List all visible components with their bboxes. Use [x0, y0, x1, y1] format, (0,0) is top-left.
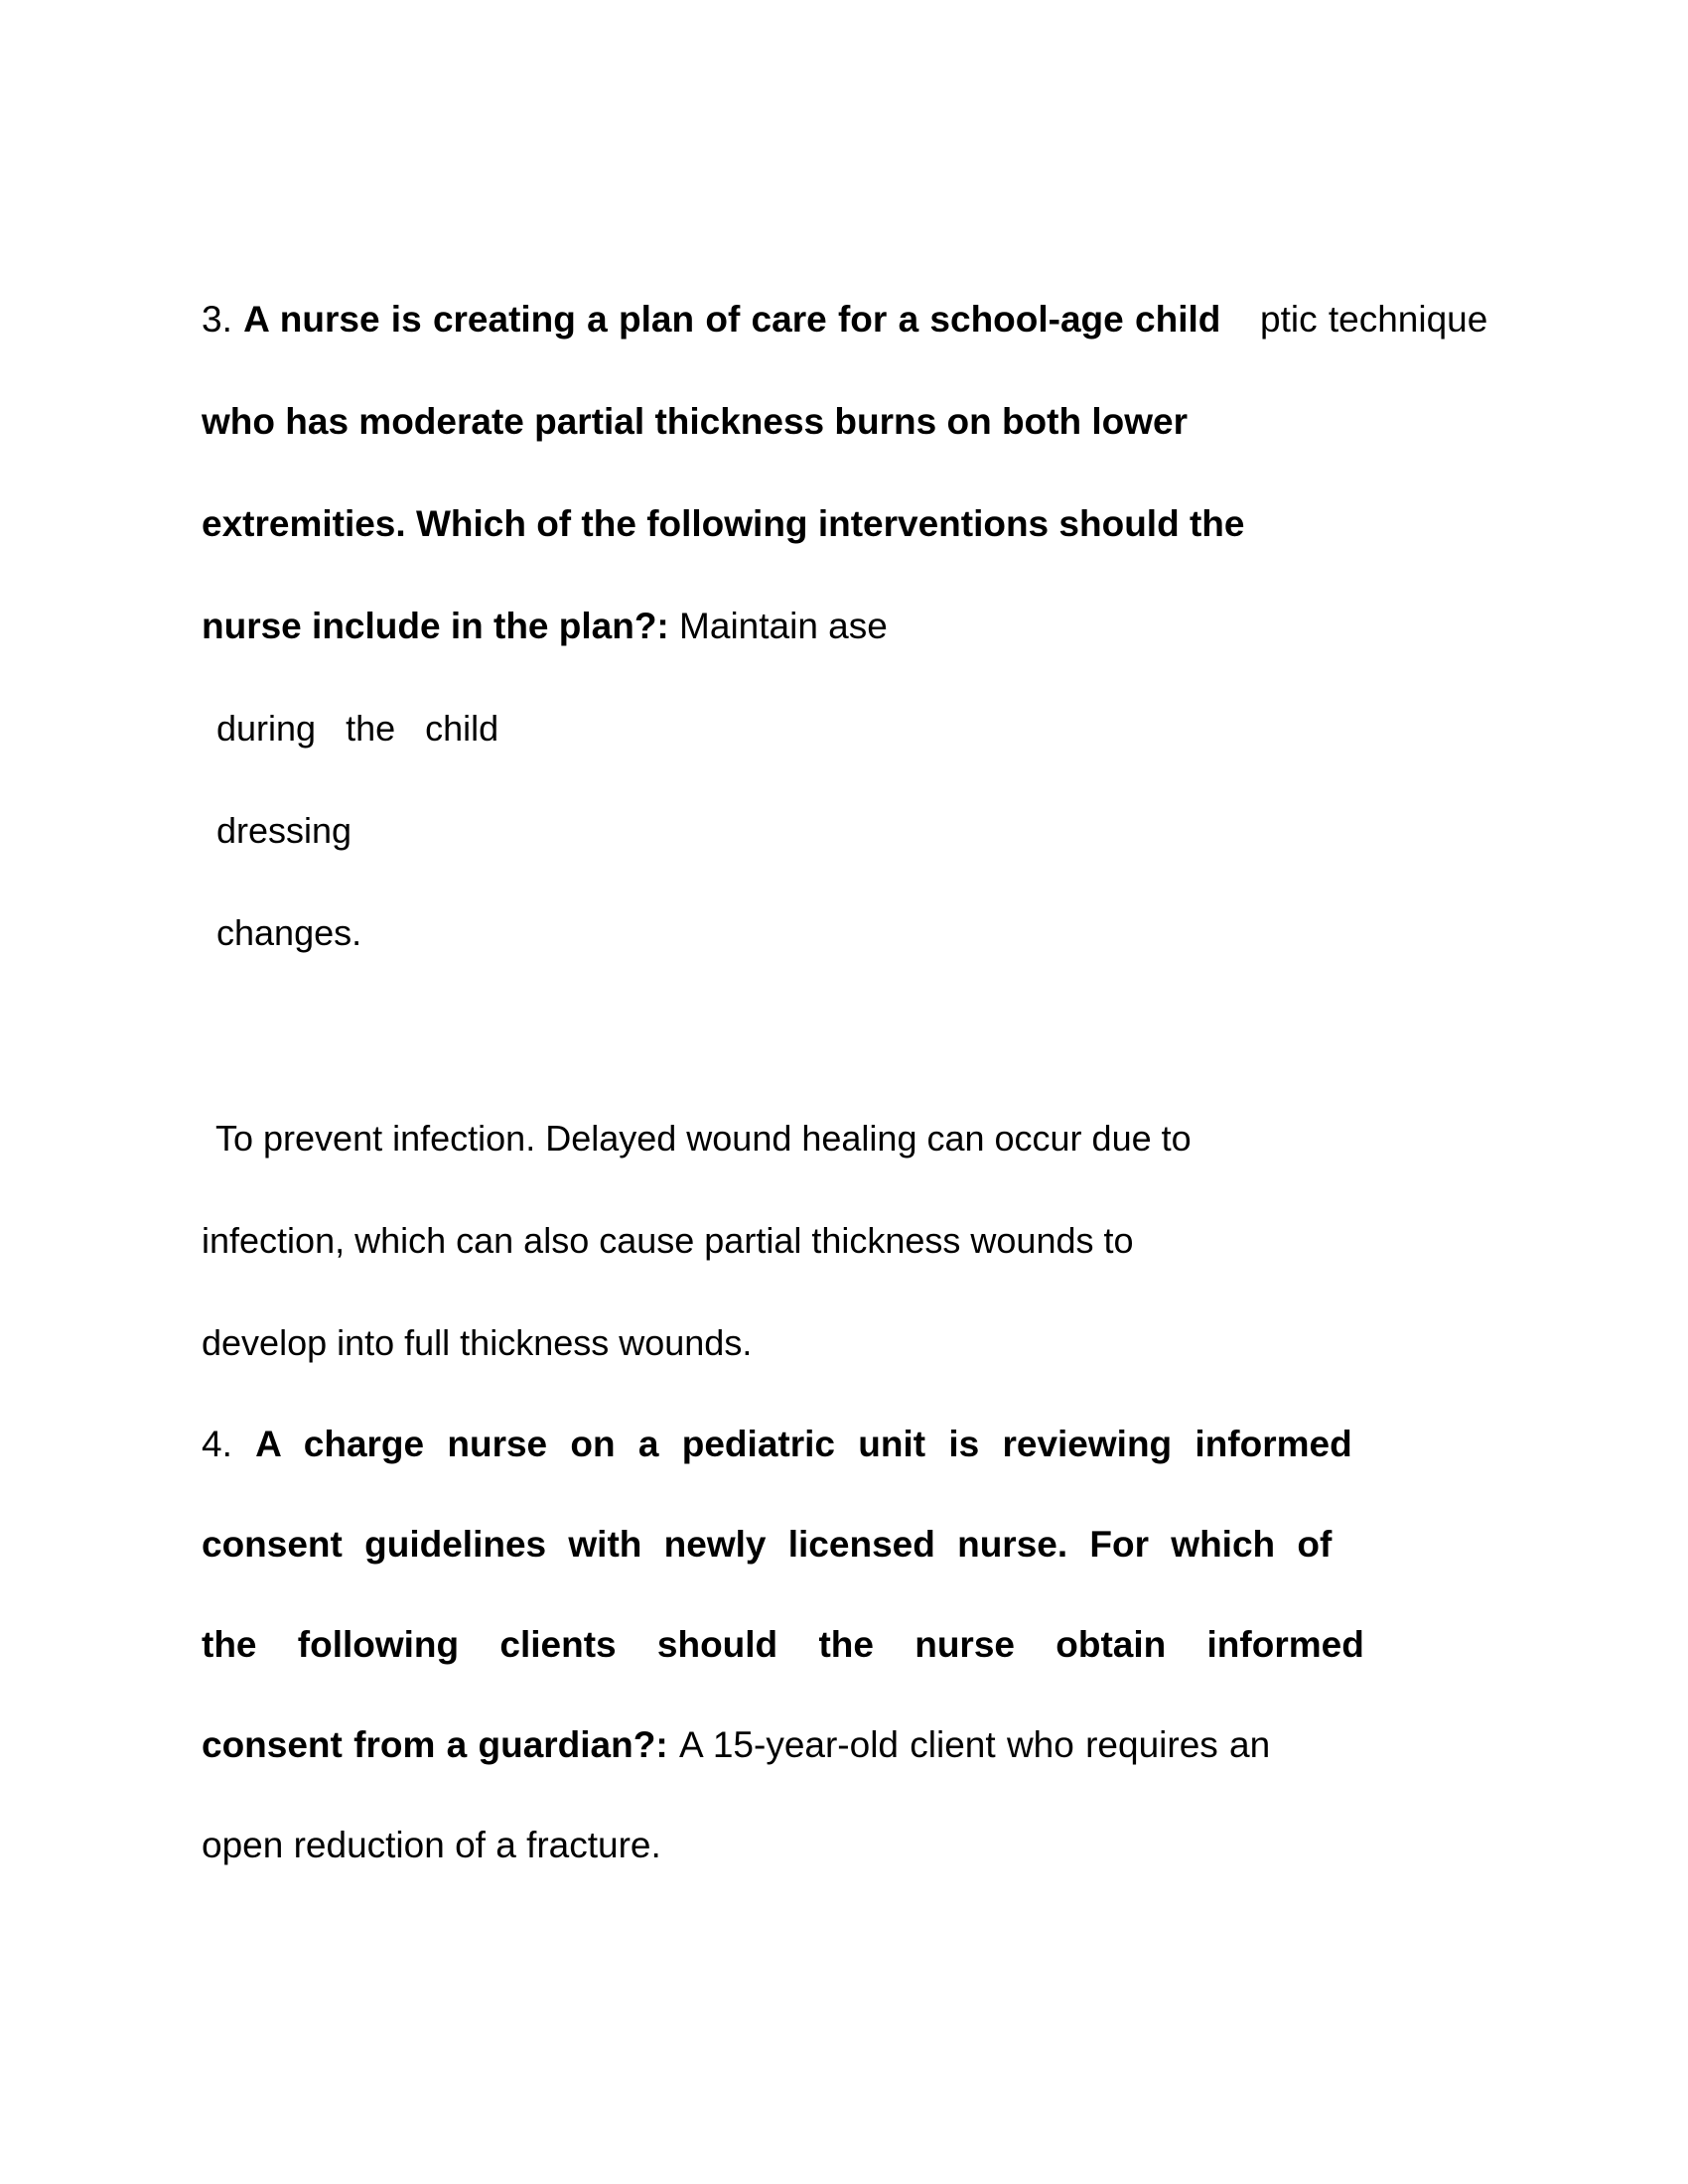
- question-4-answer-inline: A 15-year-old client who requires an: [678, 1724, 1271, 1765]
- question-3-line-4: [202, 575, 1482, 677]
- question-3-prompt-line-2: who has moderate partial thickness burns on both lower: [202, 401, 1189, 442]
- question-4-answer-continuation-text-1: open reduction of a fracture.: [202, 1825, 661, 1865]
- question-4-number: 4.: [202, 1424, 232, 1464]
- question-3-block: [202, 268, 1488, 1394]
- question-3-rationale: [202, 1087, 1482, 1394]
- paragraph-spacer: [202, 984, 1482, 1087]
- question-4-prompt-line-4: consent from a guardian?:: [202, 1724, 668, 1765]
- rationale-line-1: [202, 1087, 1482, 1189]
- answer-continuation-text-1: during the child: [216, 708, 499, 749]
- question-3-answer-inline: Maintain ase: [679, 606, 888, 646]
- question-4-line-4: [202, 1695, 1482, 1795]
- question-4-prompt-line-2: consent guidelines with newly licensed nurse. For which of: [202, 1524, 1333, 1565]
- question-3-prompt-line-3: extremities. Which of the following interventions should the: [202, 503, 1245, 544]
- answer-continuation-text-3: changes.: [216, 912, 362, 953]
- spacer: [668, 1724, 679, 1765]
- question-3-prompt-line-1: A nurse is creating a plan of care for a school-age child: [243, 299, 1221, 340]
- document-body: [202, 268, 1488, 1895]
- question-4-line-1: [202, 1394, 1482, 1494]
- spacer: [669, 606, 679, 646]
- rationale-text-3: develop into full thickness wounds.: [202, 1322, 753, 1363]
- question-3-number: 3.: [202, 299, 232, 340]
- question-4-prompt-line-1: A charge nurse on a pediatric unit is reviewing informed: [255, 1424, 1352, 1464]
- rationale-text-1: To prevent infection. Delayed wound healing can occur due to: [215, 1118, 1192, 1159]
- question-4-prompt-line-3: the following clients should the nurse obtain informed: [202, 1624, 1364, 1665]
- question-4-block: [202, 1394, 1482, 1895]
- answer-continuation-line-1: [216, 677, 1482, 779]
- rationale-line-3: [202, 1292, 1482, 1394]
- question-3-overlapping-fragment: ptic technique: [1260, 299, 1488, 340]
- question-3-prompt-line-4: nurse include in the plan?:: [202, 606, 669, 646]
- spacer: [232, 299, 243, 340]
- answer-continuation-line-3: [216, 882, 1482, 984]
- question-3-line-3: [202, 473, 1482, 575]
- rationale-line-2: [202, 1189, 1482, 1292]
- rationale-text-2: infection, which can also cause partial thickness wounds to: [202, 1220, 1134, 1261]
- question-3-answer-continuation: [216, 677, 1482, 984]
- question-4-line-3: [202, 1594, 1482, 1695]
- question-3-line-2: [202, 370, 1482, 473]
- spacer: [232, 1424, 255, 1464]
- question-4-answer-continuation-line-1: [202, 1795, 1482, 1895]
- answer-continuation-text-2: dressing: [216, 810, 352, 851]
- question-4-line-2: [202, 1494, 1482, 1594]
- question-3-line-1: [202, 268, 1488, 370]
- answer-continuation-line-2: [216, 779, 1482, 882]
